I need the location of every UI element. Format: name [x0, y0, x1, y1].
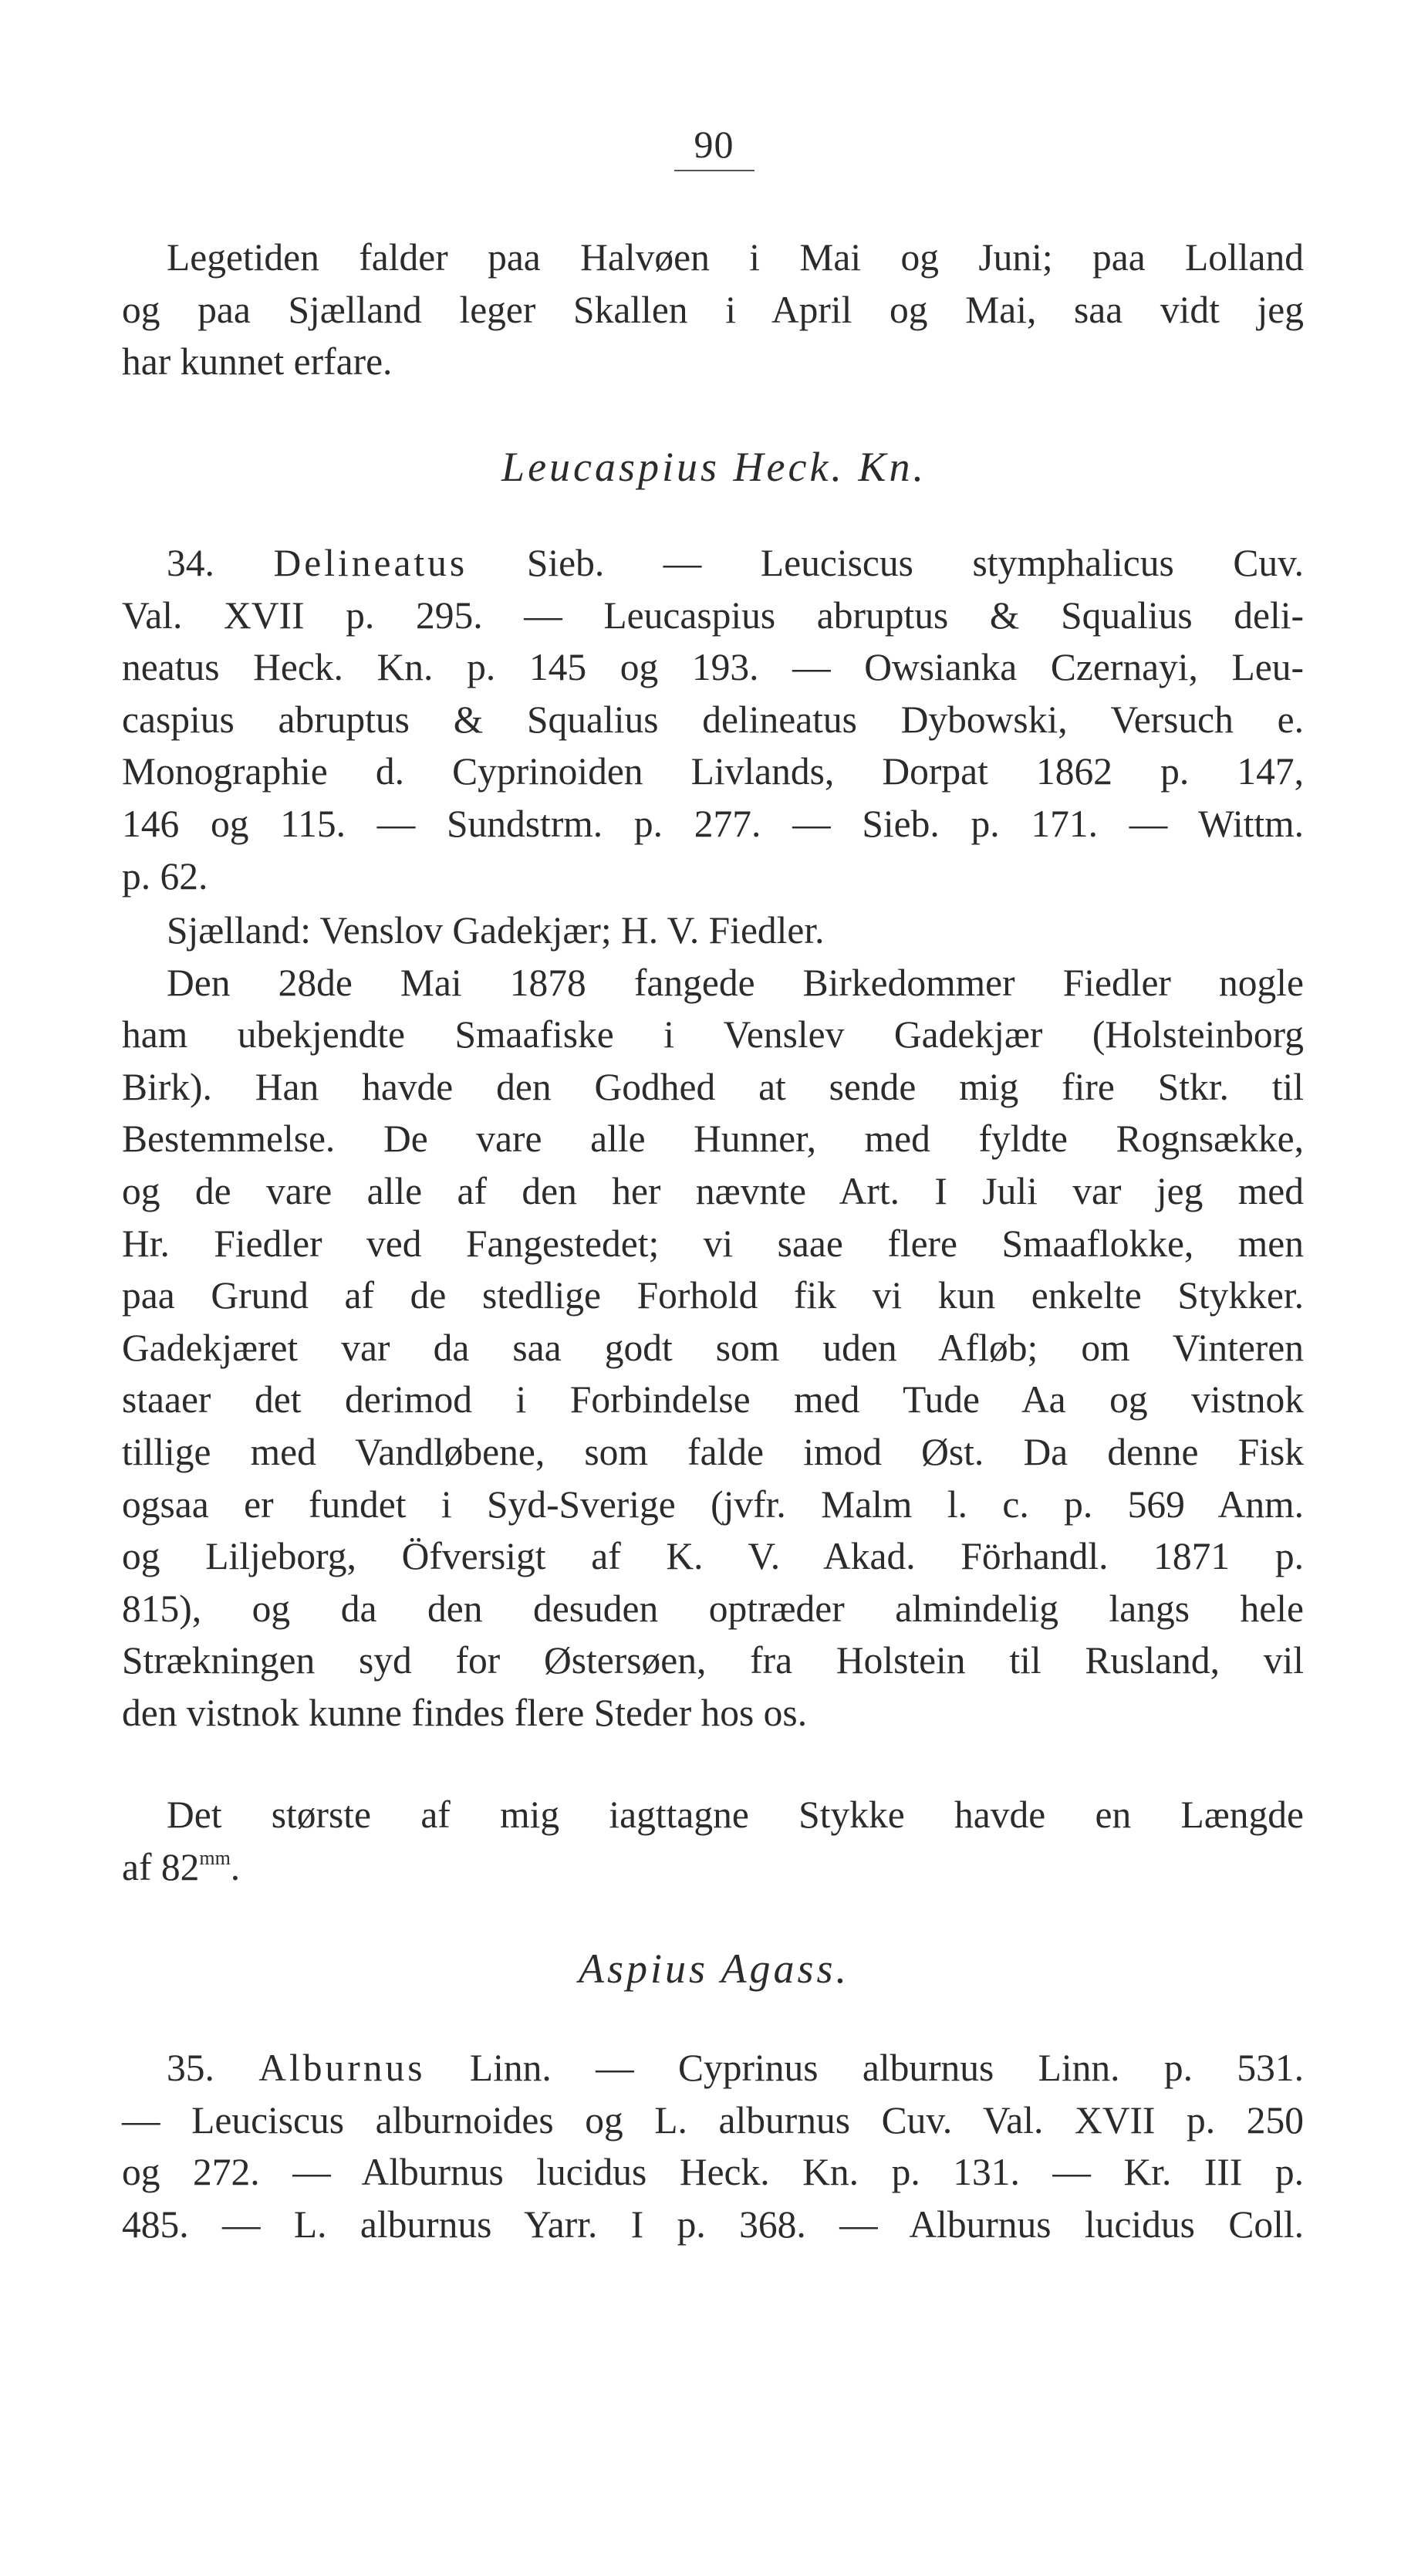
species-entry-rest: Linn. — Cyprinus alburnus Linn. p. 531. [469, 2047, 1305, 2089]
species-number: 35. [167, 2047, 214, 2089]
text-line: og paa Sjælland leger Skallen i April og Mai, saa vidt jeg [122, 288, 1304, 331]
species-entry-35 [122, 2042, 1304, 2250]
text-line: og 272. — Alburnus lucidus Heck. Kn. p. 131. — Kr. III p. [122, 2151, 1304, 2194]
text-line: Strækningen syd for Østersøen, fra Holstein til Rusland, vil [122, 1639, 1304, 1682]
text-line: og Liljeborg, Öfversigt af K. V. Akad. Förhandl. 1871 p. [122, 1535, 1304, 1578]
text-line: Gadekjæret var da saa godt som uden Afløb; om Vinteren [122, 1326, 1304, 1369]
paragraph-locality [122, 904, 1304, 1739]
text-line: tillige med Vandløbene, som falde imod Øst. Da denne Fisk [122, 1430, 1304, 1473]
text-line: 146 og 115. — Sundstrm. p. 277. — Sieb. p. 171. — Wittm. [122, 802, 1304, 845]
locality-line: Sjælland: Venslov Gadekjær; H. V. Fiedler. [167, 909, 825, 952]
species-entry-first-line [122, 2042, 1304, 2094]
species-name: Delineatus [273, 542, 468, 584]
text-line: har kunnet erfare. [122, 340, 393, 384]
genus-heading-aspius: Aspius Agass. [578, 1946, 850, 1992]
species-name: Alburnus [258, 2047, 426, 2089]
text-line: Det største af mig iagttagne Stykke havde en Længde [167, 1793, 1304, 1836]
species-entry-34 [122, 537, 1304, 902]
text-line: 485. — L. alburnus Yarr. I p. 368. — Alburnus lucidus Coll. [122, 2202, 1304, 2246]
text-line: Birk). Han havde den Godhed at sende mig fire Stkr. til [122, 1065, 1304, 1108]
length-value: af 82 [122, 1845, 200, 1888]
text-line: og de vare alle af den her nævnte Art. I Juli var jeg med [122, 1169, 1304, 1212]
text-line: Bestemmelse. De vare alle Hunner, med fyldte Rognsække, [122, 1117, 1304, 1161]
text-line: 815), og da den desuden optræder almindelig langs hele [122, 1587, 1304, 1630]
text-line: Legetiden falder paa Halvøen i Mai og Juni; paa Lolland [167, 236, 1304, 279]
text-punctuation: . [230, 1845, 241, 1888]
species-number: 34. [167, 542, 214, 584]
genus-heading-leucaspius: Leucaspius Heck. Kn. [501, 444, 927, 490]
text-line: Den 28de Mai 1878 fangede Birkedommer Fiedler nogle [167, 961, 1304, 1004]
text-line: neatus Heck. Kn. p. 145 og 193. — Owsianka Czernayi, Leu- [122, 646, 1304, 689]
paragraph-spawning [122, 232, 1304, 388]
text-line: Monographie d. Cyprinoiden Livlands, Dorpat 1862 p. 147, [122, 750, 1304, 793]
species-entry-rest: Sieb. — Leuciscus stymphalicus Cuv. [526, 542, 1305, 584]
paragraph-length [122, 1789, 1304, 1893]
text-line [122, 1841, 1304, 1894]
text-line: p. 62. [122, 854, 208, 898]
text-line: — Leuciscus alburnoides og L. alburnus Cuv. Val. XVII p. 250 [122, 2098, 1304, 2142]
text-line: staaer det derimod i Forbindelse med Tude Aa og vistnok [122, 1378, 1304, 1422]
text-line: ogsaa er fundet i Syd-Sverige (jvfr. Malm l. c. p. 569 Anm. [122, 1482, 1304, 1526]
species-entry-first-line [122, 537, 1304, 590]
unit-superscript: mm [199, 1846, 231, 1869]
text-line: paa Grund af de stedlige Forhold fik vi kun enkelte Stykker. [122, 1274, 1304, 1317]
text-line: Hr. Fiedler ved Fangestedet; vi saae flere Smaaflokke, men [122, 1222, 1304, 1265]
text-line: den vistnok kunne findes flere Steder hos os. [122, 1691, 808, 1734]
text-line: caspius abruptus & Squalius delineatus Dybowski, Versuch e. [122, 698, 1304, 741]
text-line: Val. XVII p. 295. — Leucaspius abruptus & Squalius deli- [122, 593, 1304, 637]
text-line: ham ubekjendte Smaafiske i Venslev Gadekjær (Holsteinborg [122, 1013, 1304, 1056]
page-number: 90 [0, 122, 1428, 171]
